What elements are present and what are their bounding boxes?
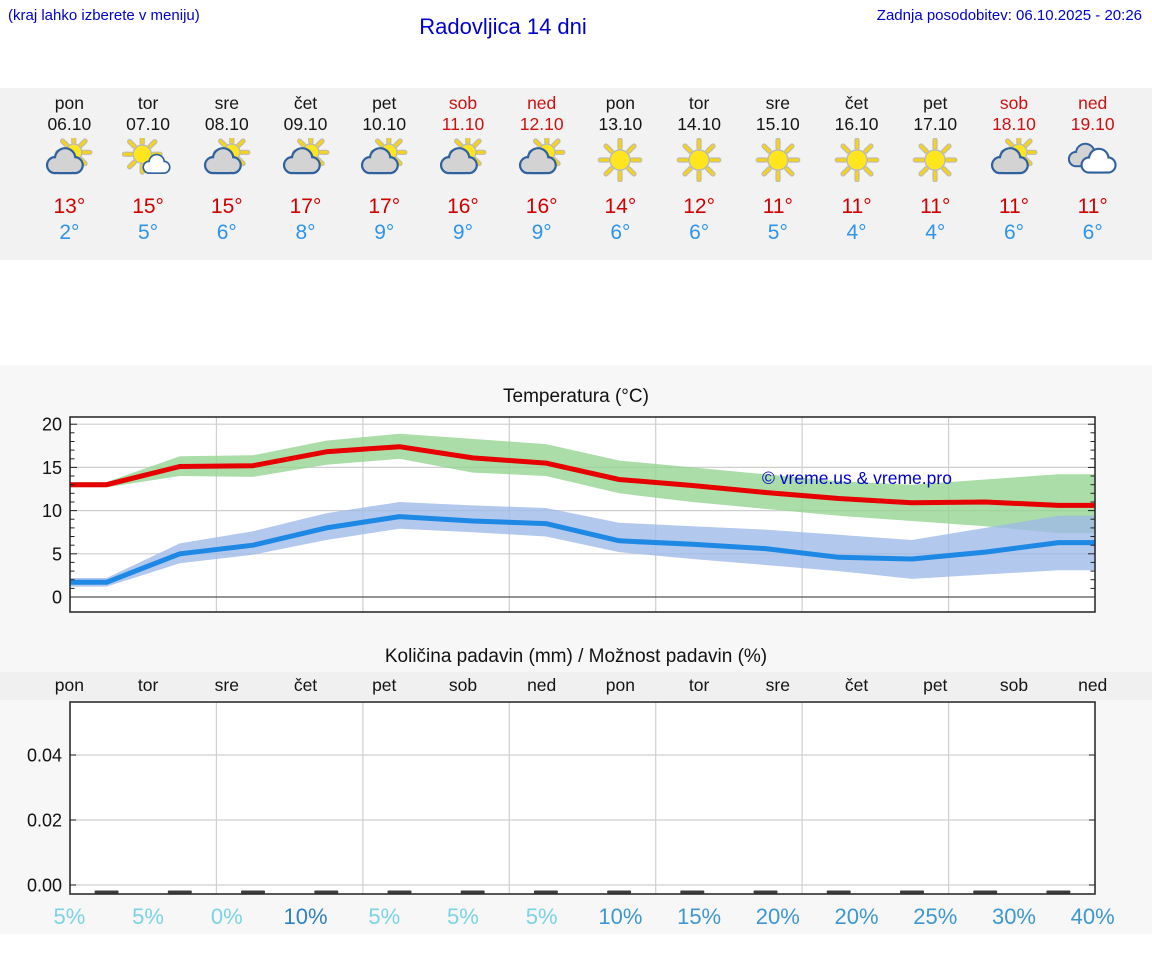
day-name: ned <box>1078 93 1108 113</box>
sun-cloud-icon <box>201 138 253 182</box>
sun-icon <box>594 138 646 182</box>
precip-day-label: sre <box>765 675 790 695</box>
sun-cloud-icon <box>358 138 410 182</box>
weather-icon-cell <box>1053 135 1132 185</box>
day-column <box>502 93 581 260</box>
temp-y-tick-label: 0 <box>51 587 62 608</box>
day-date: 16.10 <box>834 114 879 134</box>
sun-cloud-icon <box>280 138 332 182</box>
day-column <box>817 93 896 260</box>
day-date: 07.10 <box>126 114 170 134</box>
day-date: 09.10 <box>283 114 328 134</box>
low-temp: 5° <box>138 221 159 244</box>
weather-icon-cell <box>896 135 975 185</box>
precip-y-tick-label: 0.04 <box>26 745 62 766</box>
precipitation-chart <box>0 700 1152 905</box>
precip-zero-bar <box>1046 891 1070 894</box>
low-temp: 4° <box>925 221 946 244</box>
precip-day-label: pon <box>605 675 635 695</box>
weather-icon-cell <box>581 135 660 185</box>
high-temp: 12° <box>683 195 715 218</box>
forecast-strip <box>0 88 1152 260</box>
weather-icon-cell <box>266 135 345 185</box>
day-column <box>30 93 109 260</box>
weather-icon-cell <box>738 135 817 185</box>
day-name: sre <box>214 93 239 113</box>
precip-probability: 5% <box>525 904 558 929</box>
weather-icon-cell <box>345 135 424 185</box>
temp-y-tick-label: 10 <box>41 501 62 522</box>
high-temp: 13° <box>53 195 86 218</box>
day-column <box>738 93 817 260</box>
high-temp: 16° <box>525 195 558 218</box>
weather-icon-cell <box>187 135 266 185</box>
day-date: 08.10 <box>204 114 249 134</box>
precip-probability: 40% <box>1070 904 1115 929</box>
last-updated: Zadnja posodobitev: 06.10.2025 - 20:26 <box>876 7 1142 24</box>
temp-y-tick-label: 15 <box>41 457 62 478</box>
temp-y-tick-label: 5 <box>51 544 62 565</box>
day-name: tor <box>137 93 159 113</box>
precip-y-tick-label: 0.00 <box>26 875 62 896</box>
weather-icon-cell <box>109 135 188 185</box>
low-temp: 6° <box>216 221 237 244</box>
day-date: 15.10 <box>755 114 800 134</box>
high-temp: 14° <box>604 195 637 218</box>
precip-day-label: sre <box>214 675 239 695</box>
day-date: 10.10 <box>362 114 407 134</box>
precip-day-label: tor <box>137 675 159 695</box>
day-column <box>345 93 424 260</box>
precip-probability: 5% <box>132 904 164 929</box>
precip-zero-bar <box>461 891 485 894</box>
low-temp: 9° <box>531 221 552 244</box>
precip-probability: 30% <box>991 904 1036 929</box>
weather-icon-cell <box>30 135 109 185</box>
low-temp: 2° <box>59 221 80 244</box>
precip-zero-bar <box>314 891 338 894</box>
day-date: 18.10 <box>992 114 1036 134</box>
precip-y-tick-label: 0.02 <box>26 810 62 831</box>
precip-probability: 10% <box>598 904 643 929</box>
precip-day-label: tor <box>688 675 710 695</box>
day-column <box>581 93 660 260</box>
low-temp: 4° <box>846 221 867 244</box>
day-date: 12.10 <box>519 114 564 134</box>
sun-cloud-icon <box>516 138 568 182</box>
clouds-icon <box>1067 138 1119 182</box>
sun-small-cloud-icon <box>122 138 174 182</box>
low-temp: 6° <box>689 221 710 244</box>
high-temp: 11° <box>841 195 872 218</box>
day-name: ned <box>527 93 557 113</box>
day-date: 19.10 <box>1070 114 1115 134</box>
day-name: sob <box>448 93 478 113</box>
sun-cloud-icon <box>988 138 1040 182</box>
day-date: 13.10 <box>598 114 643 134</box>
low-temp: 6° <box>1082 221 1103 244</box>
precip-day-label: pet <box>372 675 397 695</box>
sun-cloud-icon <box>437 138 489 182</box>
precip-probability-row <box>0 902 1152 934</box>
day-name: pet <box>923 93 948 113</box>
sun-icon <box>909 138 961 182</box>
precip-probability: 25% <box>913 904 958 929</box>
day-name: čet <box>844 93 869 113</box>
day-name: pon <box>605 93 635 113</box>
precip-zero-bar <box>241 891 265 894</box>
precip-zero-bar <box>388 891 412 894</box>
precip-probability: 0% <box>210 904 243 929</box>
weather-icon-cell <box>502 135 581 185</box>
low-temp: 9° <box>374 221 395 244</box>
precip-zero-bar <box>754 891 778 894</box>
high-temp: 16° <box>447 195 479 218</box>
weather-icon-cell <box>660 135 739 185</box>
day-name: pet <box>372 93 397 113</box>
precip-probability: 20% <box>755 904 800 929</box>
precip-zero-bar <box>827 891 851 894</box>
precipitation-chart-title: Količina padavin (mm) / Možnost padavin (%) <box>384 646 768 667</box>
low-temp: 5° <box>767 221 788 244</box>
precip-zero-bar <box>900 891 924 894</box>
location-hint: (kraj lahko izberete v meniju) <box>8 7 200 24</box>
precip-probability: 5% <box>53 904 86 929</box>
day-column <box>1053 93 1132 260</box>
precip-day-label: ned <box>1078 675 1108 695</box>
day-column <box>109 93 188 260</box>
low-temp: 6° <box>1003 221 1025 244</box>
precip-day-label: ned <box>527 675 557 695</box>
precip-probability: 10% <box>283 904 328 929</box>
precip-zero-bar <box>973 891 997 894</box>
high-temp: 15° <box>210 195 243 218</box>
low-temp: 6° <box>610 221 631 244</box>
day-name: sob <box>999 93 1029 113</box>
precip-zero-bar <box>534 891 558 894</box>
precip-probability: 20% <box>834 904 879 929</box>
precip-day-label: pet <box>923 675 948 695</box>
high-temp: 17° <box>368 195 401 218</box>
watermark-link[interactable]: © vreme.us & vreme.pro <box>762 468 952 488</box>
precip-day-label: čet <box>844 675 869 695</box>
high-temp: 17° <box>289 195 322 218</box>
day-name: sre <box>765 93 790 113</box>
precip-day-label: čet <box>293 675 318 695</box>
sun-icon <box>752 138 804 182</box>
day-name: tor <box>688 93 710 113</box>
precip-day-labels <box>0 672 1152 700</box>
high-temp: 15° <box>132 195 164 218</box>
precip-day-label: sob <box>448 675 478 695</box>
sun-cloud-icon <box>43 138 95 182</box>
precip-zero-bar <box>95 891 119 894</box>
weather-icon-cell <box>817 135 896 185</box>
precip-day-label: pon <box>54 675 84 695</box>
day-column <box>975 93 1054 260</box>
precip-day-label: sob <box>999 675 1029 695</box>
day-column <box>424 93 503 260</box>
temp-y-tick-label: 20 <box>41 414 62 435</box>
charts-section <box>0 365 1152 934</box>
precip-zero-bar <box>168 891 192 894</box>
precip-probability: 15% <box>677 904 722 929</box>
page-title: Radovljica 14 dni <box>419 14 587 39</box>
day-name: čet <box>293 93 318 113</box>
sun-icon <box>673 138 725 182</box>
high-temp: 11° <box>762 195 793 218</box>
high-temp: 11° <box>1077 195 1108 218</box>
low-temp: 8° <box>295 221 316 244</box>
day-name: pon <box>54 93 84 113</box>
precip-zero-bar <box>607 891 631 894</box>
day-column <box>660 93 739 260</box>
day-date: 06.10 <box>47 114 92 134</box>
day-date: 17.10 <box>913 114 958 134</box>
day-column <box>187 93 266 260</box>
temperature-chart-title: Temperatura (°C) <box>503 386 649 407</box>
day-date: 14.10 <box>677 114 721 134</box>
weather-icon-cell <box>424 135 503 185</box>
high-temp: 11° <box>998 195 1030 218</box>
high-temp: 11° <box>920 195 951 218</box>
precip-probability: 5% <box>447 904 479 929</box>
day-column <box>266 93 345 260</box>
day-column <box>896 93 975 260</box>
low-temp: 9° <box>452 221 473 244</box>
precip-probability: 5% <box>368 904 401 929</box>
day-date: 11.10 <box>441 114 485 134</box>
precip-zero-bar <box>680 891 704 894</box>
weather-icon-cell <box>975 135 1054 185</box>
sun-icon <box>831 138 883 182</box>
temperature-chart <box>0 412 1152 618</box>
